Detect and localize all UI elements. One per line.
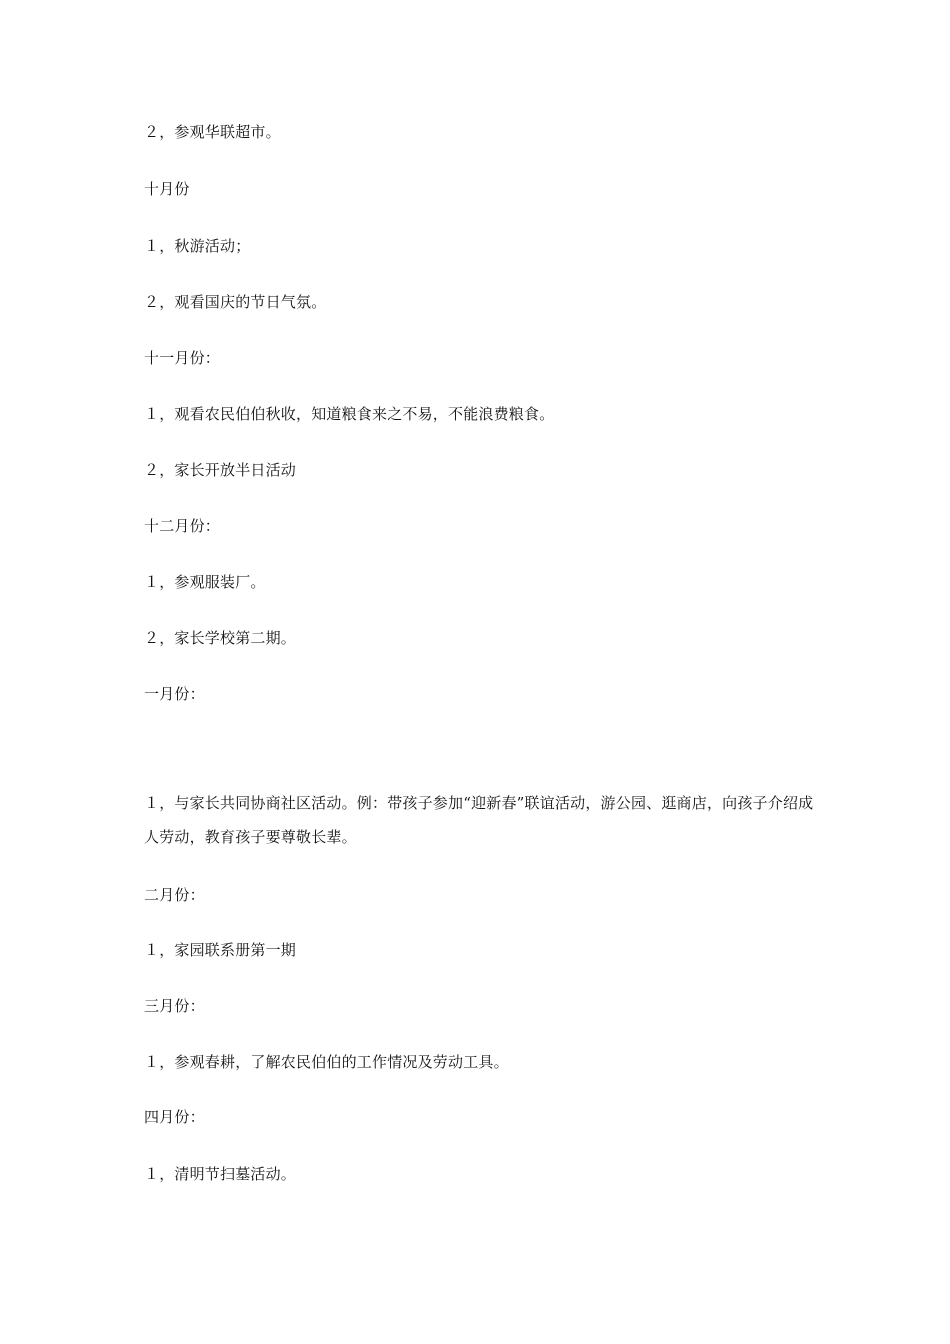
- month-heading: 十二月份：: [144, 517, 221, 535]
- activity-item: １，秋游活动；: [144, 237, 251, 255]
- activity-item: ２，参观华联超市。: [144, 123, 281, 141]
- month-heading: 四月份：: [144, 1108, 205, 1126]
- activity-item: ２，家长学校第二期。: [144, 629, 297, 647]
- activity-item: １，家园联系册第一期: [144, 941, 297, 959]
- activity-item: ２，家长开放半日活动: [144, 461, 297, 479]
- month-heading: 二月份：: [144, 886, 205, 904]
- month-heading: 一月份：: [144, 685, 205, 703]
- activity-item: １，参观服装厂。: [144, 573, 266, 591]
- month-heading: 十月份: [144, 180, 190, 198]
- activity-item: １，与家长共同协商社区活动。例：带孩子参加“迎新春”联谊活动，游公园、逛商店，向孩子介绍成人劳动，教育孩子要尊敬长辈。: [144, 794, 814, 846]
- month-heading: 三月份：: [144, 997, 205, 1015]
- activity-item: １，参观春耕，了解农民伯伯的工作情况及劳动工具。: [144, 1053, 509, 1071]
- activity-item: ２，观看国庆的节日气氛。: [144, 293, 327, 311]
- activity-item: １，观看农民伯伯秋收，知道粮食来之不易，不能浪费粮食。: [144, 405, 555, 423]
- activity-item: １，清明节扫墓活动。: [144, 1165, 297, 1183]
- month-heading: 十一月份：: [144, 349, 221, 367]
